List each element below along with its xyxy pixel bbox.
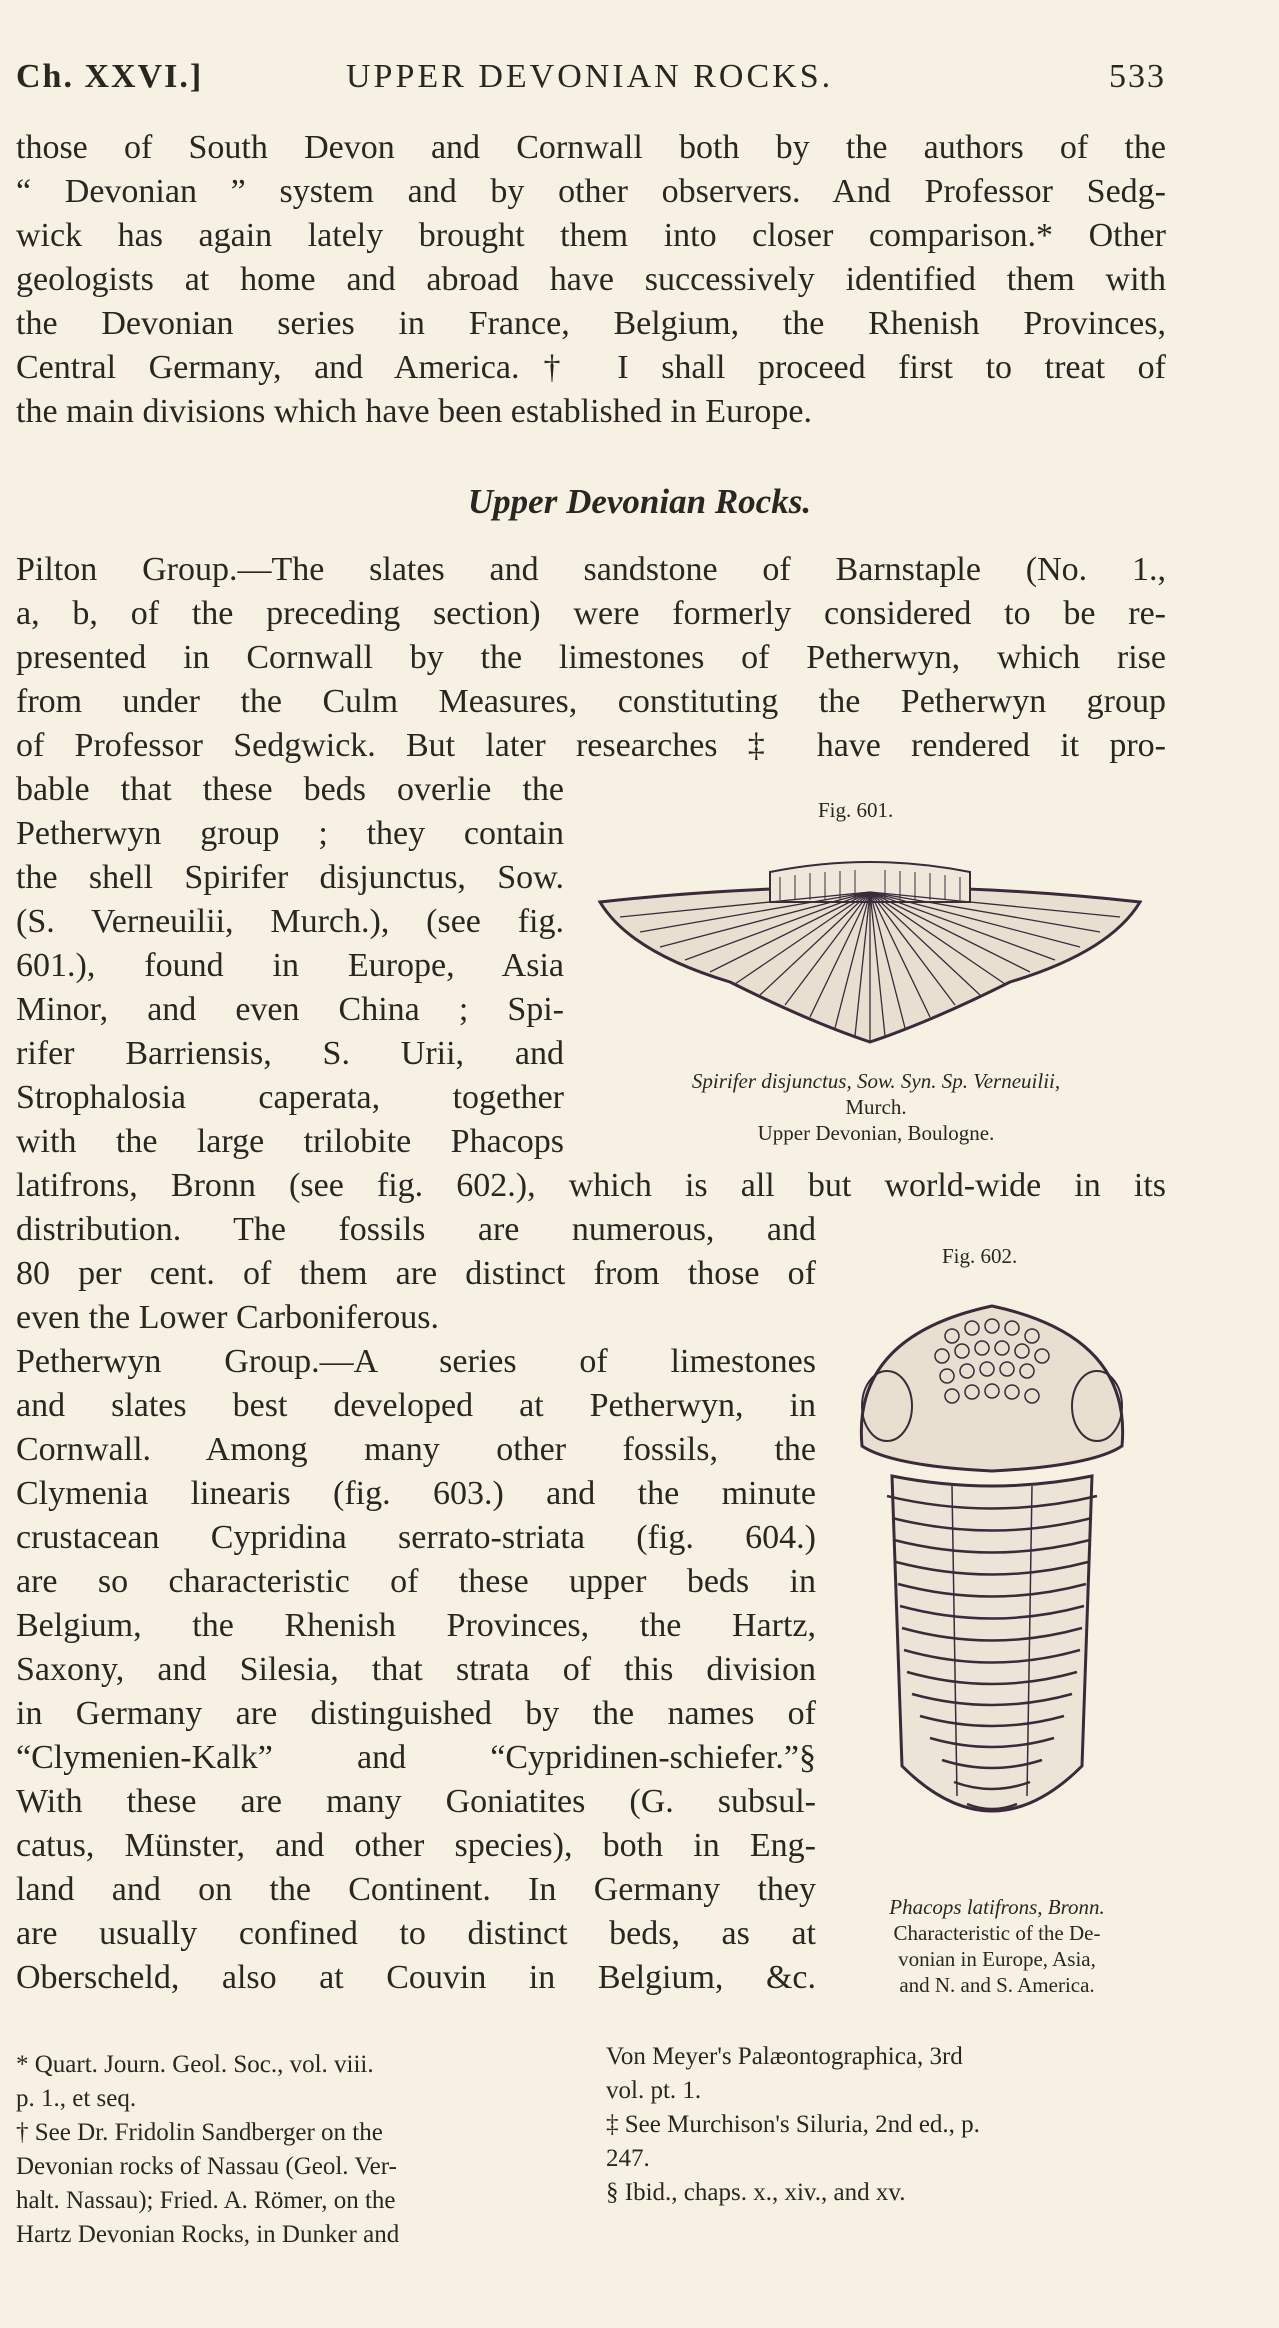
figure-601-caption <box>596 1068 1156 1146</box>
section-heading: Upper Devonian Rocks. <box>467 482 812 521</box>
text-line: even the Lower Carboniferous. <box>16 1299 439 1336</box>
text-line: Cornwall. Among many other fossils, the <box>16 1431 816 1468</box>
text-line: with the large trilobite Phacops <box>16 1123 564 1160</box>
footnote-line: * Quart. Journ. Geol. Soc., vol. viii. <box>16 2051 374 2078</box>
text-line: 80 per cent. of them are distinct from those of <box>16 1255 816 1292</box>
text-line: crustacean Cypridina serrato-striata (fig. 604.) <box>16 1519 816 1556</box>
footnote-line: ‡ See Murchison's Siluria, 2nd ed., p. <box>606 2111 980 2138</box>
footnotes-left-column <box>16 2048 571 2252</box>
footnote-line: § Ibid., chaps. x., xiv., and xv. <box>606 2179 906 2206</box>
petherwyn-group-paragraph <box>16 1340 816 2000</box>
text-line: Clymenia linearis (fig. 603.) and the minute <box>16 1475 816 1512</box>
text-line: wick has again lately brought them into closer comparison.* Other <box>16 217 1166 254</box>
footnote-line: 247. <box>606 2145 650 2172</box>
text-line: distribution. The fossils are numerous, and <box>16 1211 816 1248</box>
phacops-trilobite-illustration <box>832 1296 1152 1866</box>
pilton-wide-line <box>16 1164 1166 1208</box>
text-line: land and on the Continent. In Germany they <box>16 1871 816 1908</box>
running-head <box>16 58 1166 108</box>
figure-601-label: Fig. 601. <box>818 798 894 822</box>
footnote-line: vol. pt. 1. <box>606 2077 702 2104</box>
text-line: rifer Barriensis, S. Urii, and <box>16 1035 564 1072</box>
caption-line: and N. and S. America. <box>899 1973 1095 1997</box>
footnote-line: Von Meyer's Palæontographica, 3rd <box>606 2043 963 2070</box>
footnote-line: p. 1., et seq. <box>16 2085 137 2112</box>
pilton-group-paragraph <box>16 548 1166 768</box>
text-line: in Germany are distinguished by the names of <box>16 1695 816 1732</box>
text-line: the main divisions which have been established in Europe. <box>16 393 812 430</box>
text-line: Pilton Group.—The slates and sandstone of Barnstaple (No. 1., <box>16 551 1166 588</box>
text-line: presented in Cornwall by the limestones of Petherwyn, which rise <box>16 639 1166 676</box>
text-line: Belgium, the Rhenish Provinces, the Hartz, <box>16 1607 816 1644</box>
text-line: Minor, and even China ; Spi- <box>16 991 564 1028</box>
footnote-line: halt. Nassau); Fried. A. Römer, on the <box>16 2187 396 2214</box>
footnote-line: Hartz Devonian Rocks, in Dunker and <box>16 2221 400 2248</box>
text-line: “ Devonian ” system and by other observers. And Professor Sedg- <box>16 173 1166 210</box>
text-line: a, b, of the preceding section) were formerly considered to be re- <box>16 595 1166 632</box>
text-line: 601.), found in Europe, Asia <box>16 947 564 984</box>
intro-paragraph <box>16 126 1166 434</box>
text-line: Oberscheld, also at Couvin in Belgium, &c. <box>16 1959 816 1996</box>
caption-line: vonian in Europe, Asia, <box>898 1947 1096 1971</box>
footnote-line: † See Dr. Fridolin Sandberger on the <box>16 2119 383 2146</box>
text-line: of Professor Sedgwick. But later researches ‡ have rendered it pro- <box>16 727 1166 764</box>
caption-line: Murch. <box>845 1095 907 1119</box>
page-title: UPPER DEVONIAN ROCKS. <box>346 58 834 95</box>
text-line: latifrons, Bronn (see fig. 602.), which is all but world-wide in its <box>16 1167 1166 1204</box>
text-line: bable that these beds overlie the <box>16 771 564 808</box>
pilton-narrow-column <box>16 768 564 1164</box>
text-line: Central Germany, and America.† I shall proceed first to treat of <box>16 349 1166 386</box>
text-line: and slates best developed at Petherwyn, in <box>16 1387 816 1424</box>
text-line: (S. Verneuilii, Murch.), (see fig. <box>16 903 564 940</box>
pilton-tail <box>16 1208 816 1340</box>
text-line: Petherwyn Group.—A series of limestones <box>16 1343 816 1380</box>
figure-602-label: Fig. 602. <box>942 1244 1018 1268</box>
footnote-line: Devonian rocks of Nassau (Geol. Ver- <box>16 2153 397 2180</box>
text-line: the Devonian series in France, Belgium, the Rhenish Provinces, <box>16 305 1166 342</box>
text-line: the shell Spirifer disjunctus, Sow. <box>16 859 564 896</box>
footnotes-right-column <box>606 2040 1166 2210</box>
text-line: catus, Münster, and other species), both in Eng- <box>16 1827 816 1864</box>
chapter-label: Ch. XXVI.] <box>16 58 204 95</box>
text-line: geologists at home and abroad have successively identified them with <box>16 261 1166 298</box>
caption-line: Characteristic of the De- <box>893 1921 1101 1945</box>
spirifer-shell-illustration <box>590 832 1150 1052</box>
text-line: With these are many Goniatites (G. subsul- <box>16 1783 816 1820</box>
text-line: Saxony, and Silesia, that strata of this division <box>16 1651 816 1688</box>
text-line: “Clymenien-Kalk” and “Cypridinen-schiefer.”§ <box>16 1739 816 1776</box>
page-number: 533 <box>1109 58 1166 95</box>
caption-line: Spirifer disjunctus, Sow. Syn. Sp. Verneuilii, <box>691 1069 1061 1093</box>
caption-line: Upper Devonian, Boulogne. <box>757 1121 995 1145</box>
text-line: those of South Devon and Cornwall both by the authors of the <box>16 129 1166 166</box>
text-line: are so characteristic of these upper beds in <box>16 1563 816 1600</box>
text-line: from under the Culm Measures, constituting the Petherwyn group <box>16 683 1166 720</box>
figure-602-caption <box>832 1894 1162 1998</box>
text-line: Strophalosia caperata, together <box>16 1079 564 1116</box>
text-line: Petherwyn group ; they contain <box>16 815 564 852</box>
text-line: are usually confined to distinct beds, as at <box>16 1915 816 1952</box>
caption-line: Phacops latifrons, Bronn. <box>889 1895 1105 1919</box>
